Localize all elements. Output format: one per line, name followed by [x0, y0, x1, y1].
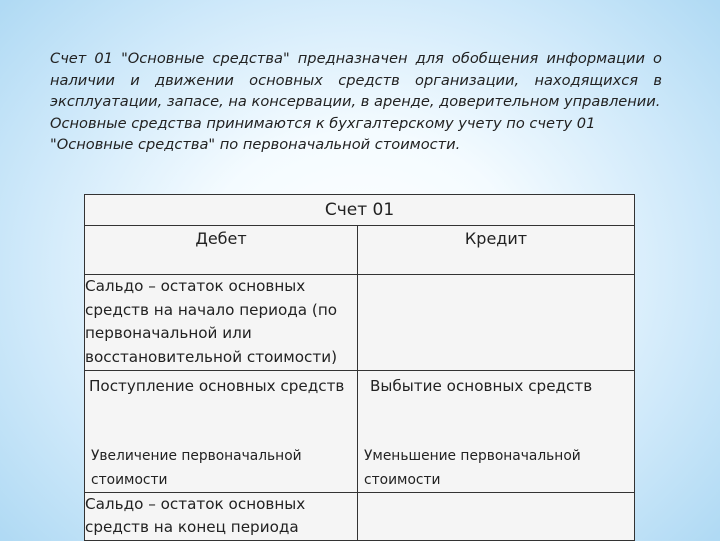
- disposal-label: Выбытие основных средств: [370, 377, 593, 395]
- intro-paragraph-2: Основные средства принимаются к бухгалтерскому учету по счету 01 "Основные средства" по первоначальной стоимости.: [50, 114, 596, 154]
- intro-paragraph-1: Счет 01 "Основные средства" предназначен для обобщения информации о наличии и движении основных средств организации, находящихся в эксплуатации, запасе, на консервации, в аренде, доверительном управлении.: [50, 50, 662, 111]
- increase-cost-label: Увеличение первоначальной стоимости: [91, 447, 302, 488]
- credit-movement-cell: [358, 371, 635, 493]
- decrease-cost-label: Уменьшение первоначальной стоимости: [364, 447, 581, 488]
- opening-credit-cell: [358, 275, 635, 371]
- intro-text: [50, 48, 662, 156]
- closing-balance-cell: Сальдо – остаток основных средств на конец периода: [85, 492, 358, 540]
- closing-credit-cell: [358, 492, 635, 540]
- account-title: Счет 01: [85, 195, 635, 226]
- opening-balance-cell: Сальдо – остаток основных средств на начало периода (по первоначальной или восстановительной стоимости): [85, 275, 358, 371]
- debit-movement-cell: [85, 371, 358, 493]
- credit-header: Кредит: [358, 226, 635, 275]
- account-01-table: [84, 194, 635, 541]
- debit-header: Дебет: [85, 226, 358, 275]
- receipt-label: Поступление основных средств: [89, 377, 345, 395]
